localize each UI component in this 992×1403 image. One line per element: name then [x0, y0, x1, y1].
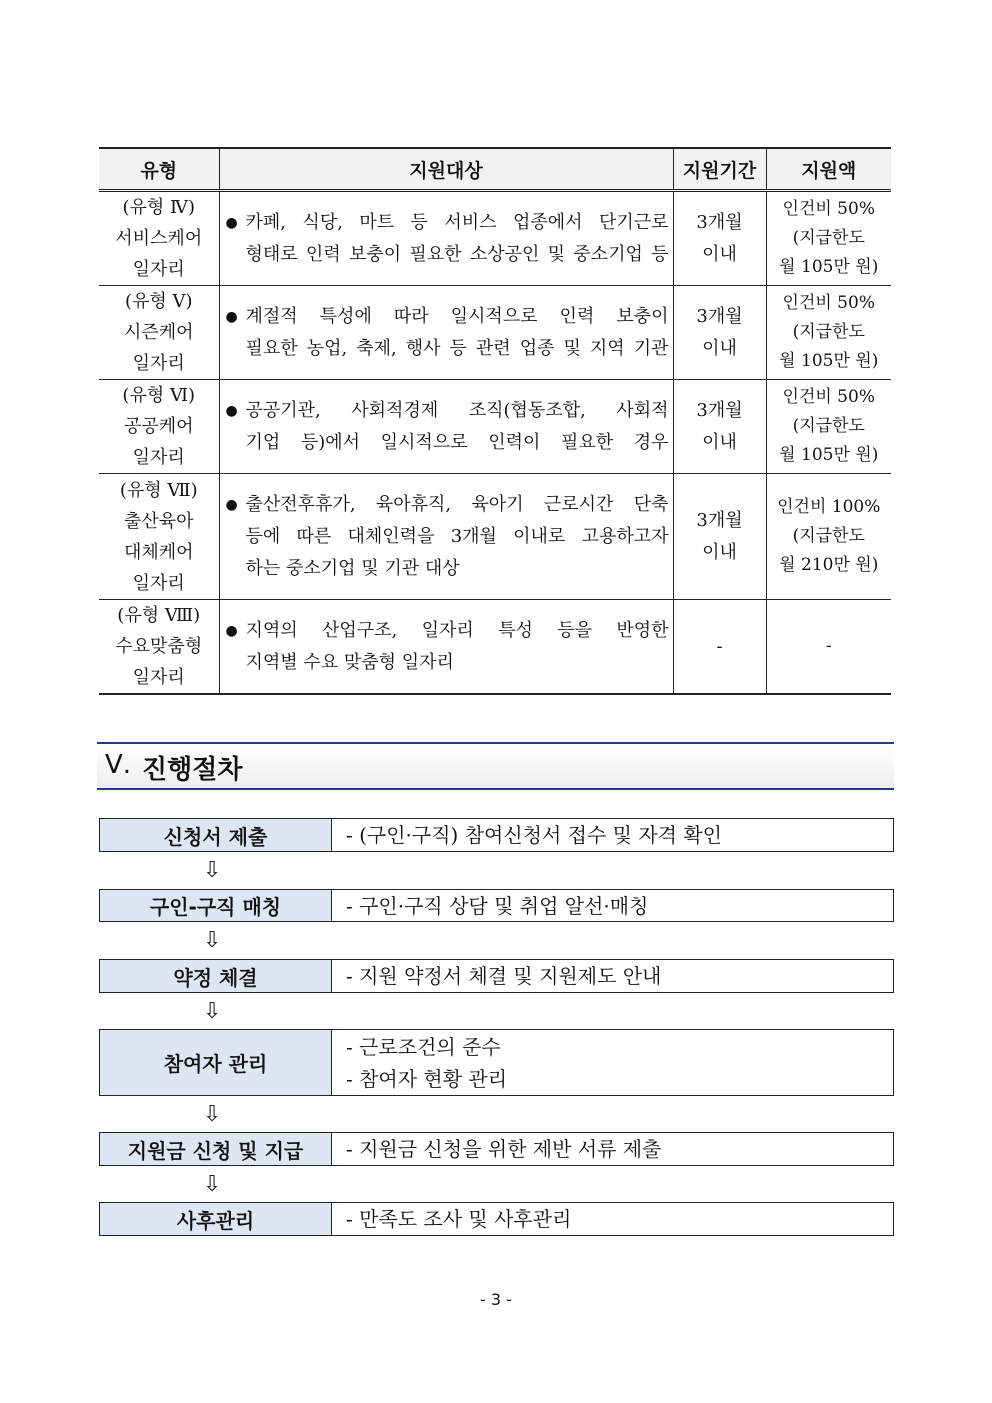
step-desc: - 지원 약정서 체결 및 지원제도 안내	[346, 964, 662, 988]
bullet-icon: ●	[225, 214, 238, 231]
process-step-subsidy	[99, 1132, 894, 1166]
step-label: 참여자 관리	[100, 1030, 332, 1095]
bullet-icon: ●	[225, 622, 238, 639]
header-amount: 지원액	[766, 148, 891, 191]
step-label: 지원금 신청 및 지급	[100, 1133, 332, 1165]
period-cell: 3개월 이내	[673, 474, 766, 600]
process-step-participant-management	[99, 1029, 894, 1096]
table-row	[99, 286, 891, 380]
step-desc: - 지원금 신청을 위한 제반 서류 제출	[346, 1137, 662, 1161]
step-label: 신청서 제출	[100, 819, 332, 851]
step-desc: - (구인·구직) 참여신청서 접수 및 자격 확인	[346, 823, 722, 847]
bullet-icon: ●	[225, 496, 238, 513]
down-arrow-icon: ⇩	[203, 1172, 222, 1197]
page-number: - 3 -	[480, 1290, 512, 1309]
process-step-follow-up	[99, 1202, 894, 1236]
amount-cell: 인건비 50% (지급한도 월 105만 원)	[766, 380, 891, 474]
header-target: 지원대상	[219, 148, 673, 191]
table-row	[99, 600, 891, 695]
type-cell: (유형 Ⅶ) 출산육아 대체케어 일자리	[99, 474, 219, 600]
table-row	[99, 191, 891, 286]
amount-cell: 인건비 100% (지급한도 월 210만 원)	[766, 474, 891, 600]
step-label: 약정 체결	[100, 960, 332, 992]
header-type: 유형	[99, 148, 219, 191]
type-cell: (유형 Ⅳ) 서비스케어 일자리	[99, 191, 219, 286]
target-cell: ● 출산전후휴가, 육아휴직, 육아기 근로시간 단축 등에 따른 대체인력을 3개월 이내로 고용하고자 하는 중소기업 및 기관 대상	[219, 474, 673, 600]
step-desc: - 구인·구직 상담 및 취업 알선·매칭	[346, 893, 649, 918]
down-arrow-icon: ⇩	[203, 1102, 222, 1127]
table-row	[99, 380, 891, 474]
process-step-application	[99, 818, 894, 852]
section-number: Ⅴ.	[105, 750, 132, 780]
target-cell: ● 카페, 식당, 마트 등 서비스 업종에서 단기근로 형태로 인력 보충이 필요한 소상공인 및 중소기업 등	[219, 191, 673, 286]
step-desc: - 근로조건의 준수 - 참여자 현황 관리	[346, 1034, 508, 1091]
down-arrow-icon: ⇩	[203, 858, 222, 883]
amount-cell: 인건비 50% (지급한도 월 105만 원)	[766, 286, 891, 380]
target-cell: ● 계절적 특성에 따라 일시적으로 인력 보충이 필요한 농업, 축제, 행사 등 관련 업종 및 지역 기관	[219, 286, 673, 380]
period-cell: 3개월 이내	[673, 286, 766, 380]
type-cell: (유형 Ⅵ) 공공케어 일자리	[99, 380, 219, 474]
bullet-icon: ●	[225, 402, 238, 419]
header-period: 지원기간	[673, 148, 766, 191]
type-cell: (유형 Ⅴ) 시즌케어 일자리	[99, 286, 219, 380]
period-cell: 3개월 이내	[673, 191, 766, 286]
table-row	[99, 474, 891, 600]
period-cell: -	[673, 600, 766, 695]
step-label: 사후관리	[100, 1203, 332, 1235]
amount-cell: -	[766, 600, 891, 695]
process-step-agreement	[99, 959, 894, 993]
process-step-matching	[99, 889, 894, 922]
table-header-row	[99, 148, 891, 191]
down-arrow-icon: ⇩	[203, 928, 222, 953]
target-cell: ● 지역의 산업구조, 일자리 특성 등을 반영한 지역별 수요 맞춤형 일자리	[219, 600, 673, 695]
support-type-table	[99, 147, 891, 695]
type-cell: (유형 Ⅷ) 수요맞춤형 일자리	[99, 600, 219, 695]
down-arrow-icon: ⇩	[203, 999, 222, 1024]
section-title: 진행절차	[142, 755, 243, 785]
amount-cell: 인건비 50% (지급한도 월 105만 원)	[766, 191, 891, 286]
section-heading	[97, 742, 894, 790]
target-cell: ● 공공기관, 사회적경제 조직(협동조합, 사회적 기업 등)에서 일시적으로 인력이 필요한 경우	[219, 380, 673, 474]
period-cell: 3개월 이내	[673, 380, 766, 474]
step-desc: - 만족도 조사 및 사후관리	[346, 1207, 572, 1231]
bullet-icon: ●	[225, 308, 238, 325]
step-label: 구인-구직 매칭	[100, 890, 332, 921]
